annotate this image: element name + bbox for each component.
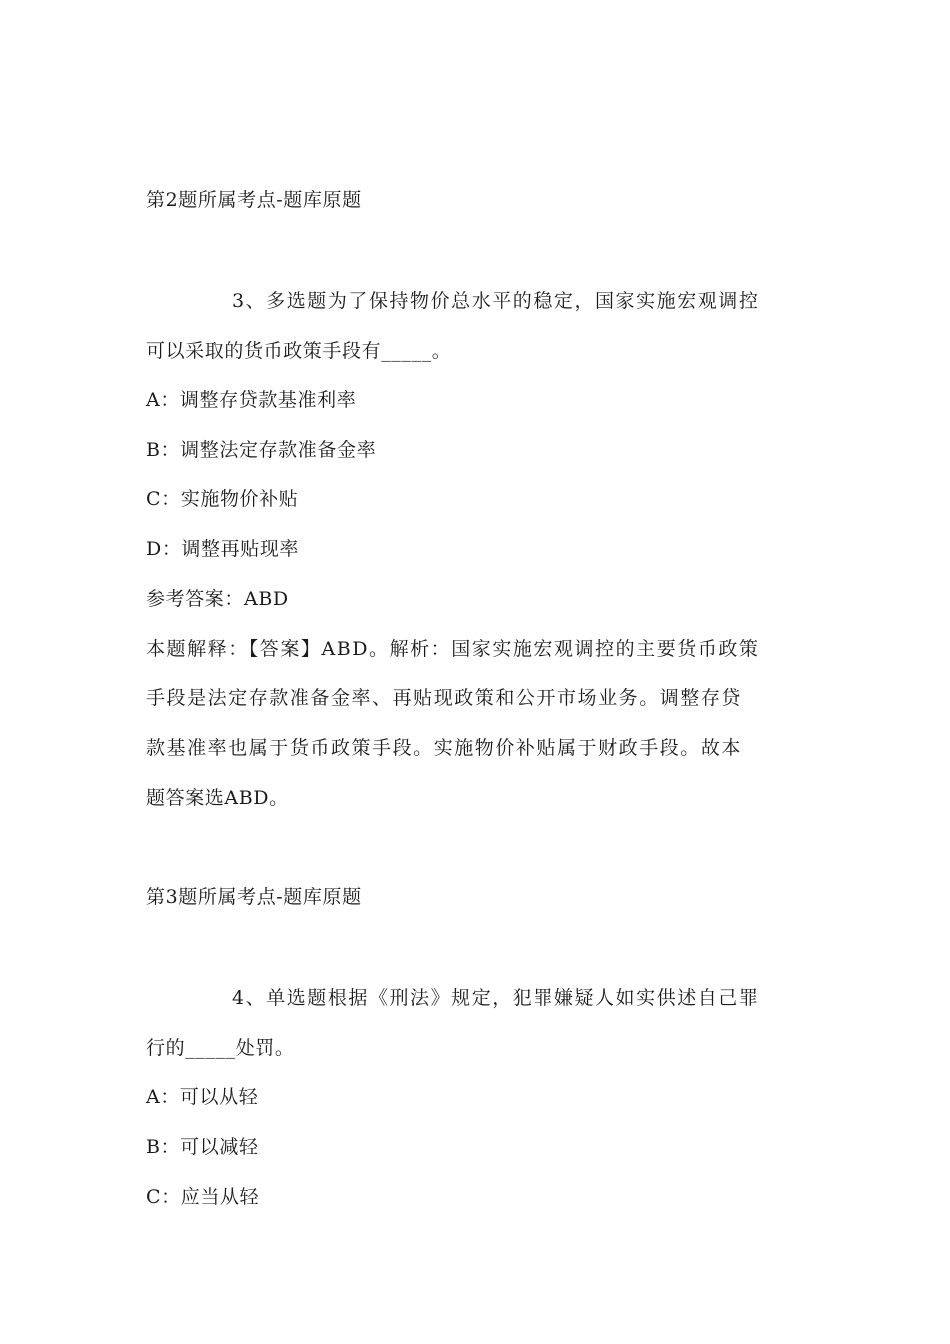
question-4-text-line1: 4、单选题根据《刑法》规定，犯罪嫌疑人如实供述自己罪 xyxy=(232,987,760,1009)
question-3-explanation-line2: 手段是法定存款准备金率、再贴现政策和公开市场业务。调整存贷 xyxy=(146,687,742,709)
question-3-answer: 参考答案：ABD xyxy=(146,588,289,610)
question-4-option-a: A：可以从轻 xyxy=(146,1086,259,1108)
question-3-explanation-line3: 款基准率也属于货币政策手段。实施物价补贴属于财政手段。故本 xyxy=(146,737,742,759)
section-heading-q2: 第2题所属考点-题库原题 xyxy=(146,189,362,211)
question-3-text-line2: 可以采取的货币政策手段有_____。 xyxy=(146,340,452,362)
question-4-option-b: B：可以减轻 xyxy=(146,1136,259,1158)
question-3-explanation-line1: 本题解释：【答案】ABD。解析：国家实施宏观调控的主要货币政策 xyxy=(146,638,760,660)
question-4-text-line2: 行的_____处罚。 xyxy=(146,1037,295,1059)
question-3-option-d: D：调整再贴现率 xyxy=(146,538,300,560)
question-3-explanation-line4: 题答案选ABD。 xyxy=(146,787,289,809)
question-4-option-c: C：应当从轻 xyxy=(146,1186,260,1208)
question-3-option-b: B：调整法定存款准备金率 xyxy=(146,439,377,461)
question-3-option-a: A：调整存贷款基准利率 xyxy=(146,389,357,411)
section-heading-q3: 第3题所属考点-题库原题 xyxy=(146,886,362,908)
question-3-text-line1: 3、多选题为了保持物价总水平的稳定，国家实施宏观调控 xyxy=(232,290,760,312)
question-3-option-c: C：实施物价补贴 xyxy=(146,488,299,510)
